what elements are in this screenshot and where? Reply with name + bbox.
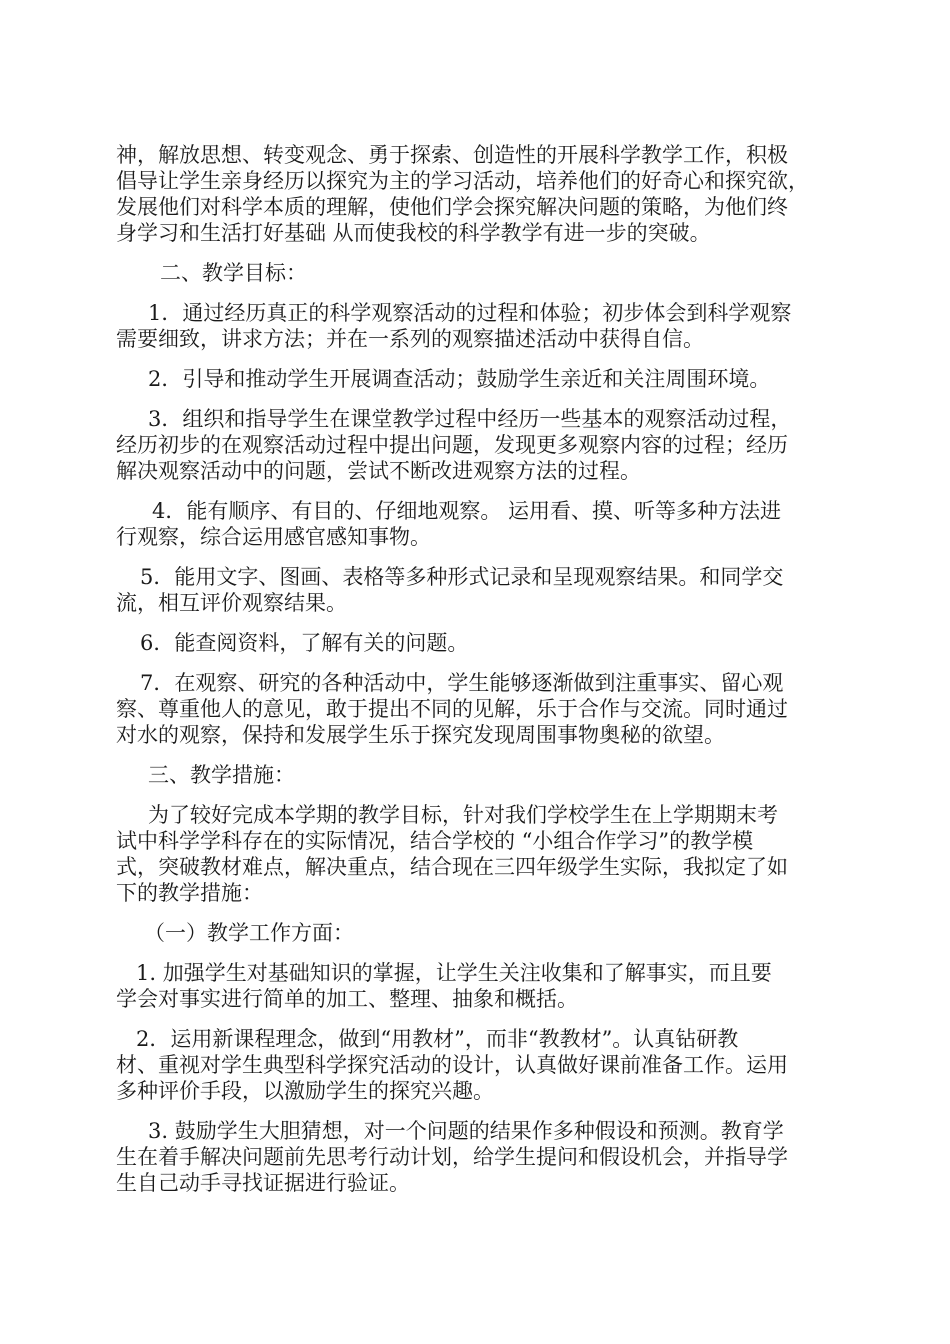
paragraph-work-2	[116, 1026, 836, 1104]
text-line: 为了较好完成本学期的教学目标，针对我们学校学生在上学期期末考	[148, 803, 778, 827]
text-line: 4．能有顺序、有目的、仔细地观察。 运用看、摸、听等多种方法进	[152, 499, 782, 523]
text-line: 多种评价手段，以激励学生的探究兴趣。	[116, 1079, 494, 1103]
paragraph-goal-7	[116, 670, 836, 748]
text-line: 式，突破教材难点，解决重点，结合现在三四年级学生实际，我拟定了如	[116, 855, 788, 879]
text-line: 材、重视对学生典型科学探究活动的设计，认真做好课前准备工作。运用	[116, 1053, 788, 1077]
paragraph-intro	[116, 142, 836, 246]
paragraph-heading-goals	[116, 260, 836, 286]
paragraph-goal-6	[116, 630, 836, 656]
text-line: 1. 加强学生对基础知识的掌握，让学生关注收集和了解事实，而且要	[136, 961, 772, 985]
text-line: 5．能用文字、图画、表格等多种形式记录和呈现观察结果。和同学交	[140, 565, 784, 589]
paragraph-work-1	[116, 960, 836, 1012]
text-line: 神，解放思想、转变观念、勇于探索、创造性的开展科学教学工作，积极	[116, 143, 788, 167]
paragraph-goal-4	[116, 498, 836, 550]
text-line: 1．通过经历真正的科学观察活动的过程和体验；初步体会到科学观察	[148, 301, 792, 325]
paragraph-goal-2	[116, 366, 836, 392]
text-line: 生自己动手寻找证据进行验证。	[116, 1171, 410, 1195]
paragraph-goal-5	[116, 564, 836, 616]
text-line: 学会对事实进行简单的加工、整理、抽象和概括。	[116, 987, 578, 1011]
text-line: 对水的观察，保持和发展学生乐于探究发现周围事物奥秘的欲望。	[116, 723, 725, 747]
text-line: 6．能查阅资料，了解有关的问题。	[140, 631, 469, 655]
paragraph-heading-measures	[116, 762, 836, 788]
text-line: 察、尊重他人的意见，敢于提出不同的见解，乐于合作与交流。同时通过	[116, 697, 788, 721]
text-line: 生在着手解决问题前先思考行动计划，给学生提问和假设机会，并指导学	[116, 1145, 788, 1169]
text-line: 3．组织和指导学生在课堂教学过程中经历一些基本的观察活动过程，	[148, 407, 792, 431]
text-line: 7．在观察、研究的各种活动中，学生能够逐渐做到注重事实、留心观	[140, 671, 784, 695]
paragraph-goal-1	[116, 300, 836, 352]
paragraph-heading-work	[116, 920, 836, 946]
paragraph-goal-3	[116, 406, 836, 484]
text-line: 倡导让学生亲身经历以探究为主的学习活动，培养他们的好奇心和探究欲，	[116, 169, 809, 193]
text-line: （一）教学工作方面：	[144, 921, 354, 945]
text-line: 三、教学措施：	[148, 763, 295, 787]
text-line: 二、教学目标：	[160, 261, 307, 285]
text-line: 流，相互评价观察结果。	[116, 591, 347, 615]
text-line: 身学习和生活打好基础 从而使我校的科学教学有进一步的突破。	[116, 221, 711, 245]
text-line: 试中科学学科存在的实际情况，结合学校的 “小组合作学习”的教学模	[116, 829, 754, 853]
paragraph-measures-intro	[116, 802, 836, 906]
text-line: 解决观察活动中的问题，尝试不断改进观察方法的过程。	[116, 459, 641, 483]
text-line: 3. 鼓励学生大胆猜想，对一个问题的结果作多种假设和预测。教育学	[148, 1119, 784, 1143]
text-line: 下的教学措施：	[116, 881, 263, 905]
text-line: 需要细致，讲求方法；并在一系列的观察描述活动中获得自信。	[116, 327, 704, 351]
text-line: 经历初步的在观察活动过程中提出问题，发现更多观察内容的过程；经历	[116, 433, 788, 457]
text-line: 2．运用新课程理念，做到“用教材”，而非“教教材”。认真钻研教	[136, 1027, 739, 1051]
text-line: 发展他们对科学本质的理解，使他们学会探究解决问题的策略，为他们终	[116, 195, 788, 219]
document-body	[116, 142, 836, 1210]
text-line: 2．引导和推动学生开展调查活动；鼓励学生亲近和关注周围环境。	[148, 367, 771, 391]
text-line: 行观察，综合运用感官感知事物。	[116, 525, 431, 549]
paragraph-work-3	[116, 1118, 836, 1196]
